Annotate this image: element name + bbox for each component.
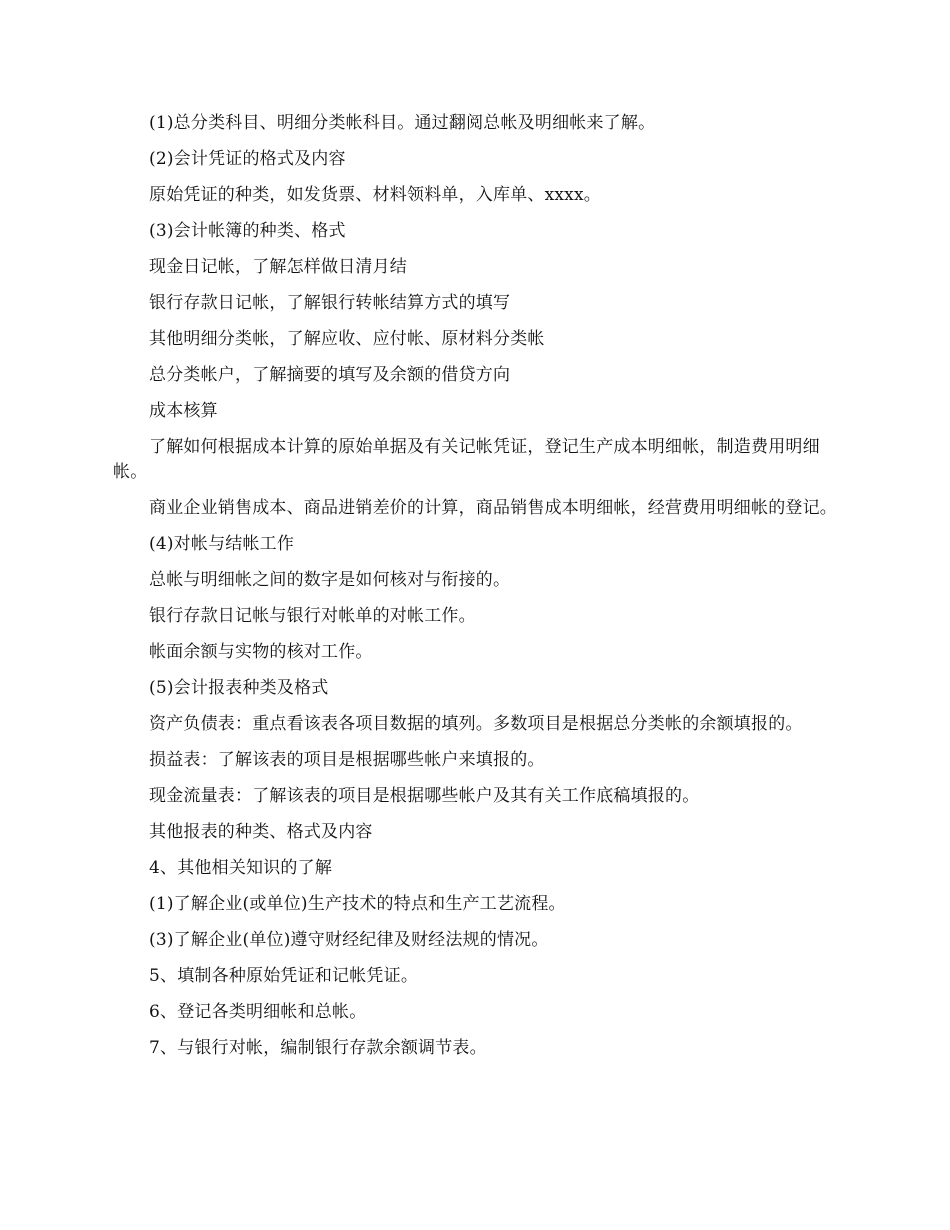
document-body <box>113 111 839 1072</box>
paragraph: 商业企业销售成本、商品进销差价的计算，商品销售成本明细帐，经营费用明细帐的登记。 <box>149 498 837 518</box>
paragraph: 现金日记帐，了解怎样做日清月结 <box>149 257 407 277</box>
paragraph: 银行存款日记帐与银行对帐单的对帐工作。 <box>149 606 476 626</box>
paragraph: (3)了解企业(单位)遵守财经纪律及财经法规的情况。 <box>149 930 549 950</box>
paragraph: 4、其他相关知识的了解 <box>149 858 333 878</box>
paragraph: 总帐与明细帐之间的数字是如何核对与衔接的。 <box>149 570 511 590</box>
paragraph: 银行存款日记帐，了解银行转帐结算方式的填写 <box>149 293 511 313</box>
paragraph: (5)会计报表种类及格式 <box>149 678 329 698</box>
paragraph: (3)会计帐簿的种类、格式 <box>149 221 346 241</box>
paragraph: (2)会计凭证的格式及内容 <box>149 149 346 169</box>
paragraph: 现金流量表：了解该表的项目是根据哪些帐户及其有关工作底稿填报的。 <box>149 786 700 806</box>
paragraph: 资产负债表：重点看该表各项目数据的填列。多数项目是根据总分类帐的余额填报的。 <box>149 714 803 734</box>
paragraph: 其他报表的种类、格式及内容 <box>149 822 373 842</box>
paragraph: 7、与银行对帐，编制银行存款余额调节表。 <box>149 1038 487 1058</box>
paragraph: (4)对帐与结帐工作 <box>149 534 295 554</box>
paragraph: 其他明细分类帐，了解应收、应付帐、原材料分类帐 <box>149 329 545 349</box>
paragraph: 总分类帐户，了解摘要的填写及余额的借贷方向 <box>149 365 511 385</box>
paragraph: 原始凭证的种类，如发货票、材料领料单，入库单、xxxx。 <box>149 185 601 205</box>
paragraph: 5、填制各种原始凭证和记帐凭证。 <box>149 966 419 986</box>
paragraph: 6、登记各类明细帐和总帐。 <box>149 1002 367 1022</box>
paragraph: 损益表：了解该表的项目是根据哪些帐户来填报的。 <box>149 750 545 770</box>
paragraph: (1)总分类科目、明细分类帐科目。通过翻阅总帐及明细帐来了解。 <box>149 113 656 133</box>
paragraph: 了解如何根据成本计算的原始单据及有关记帐凭证，登记生产成本明细帐，制造费用明细帐。 <box>113 437 820 482</box>
paragraph: 帐面余额与实物的核对工作。 <box>149 642 373 662</box>
paragraph: (1)了解企业(或单位)生产技术的特点和生产工艺流程。 <box>149 894 566 914</box>
paragraph: 成本核算 <box>149 401 218 421</box>
